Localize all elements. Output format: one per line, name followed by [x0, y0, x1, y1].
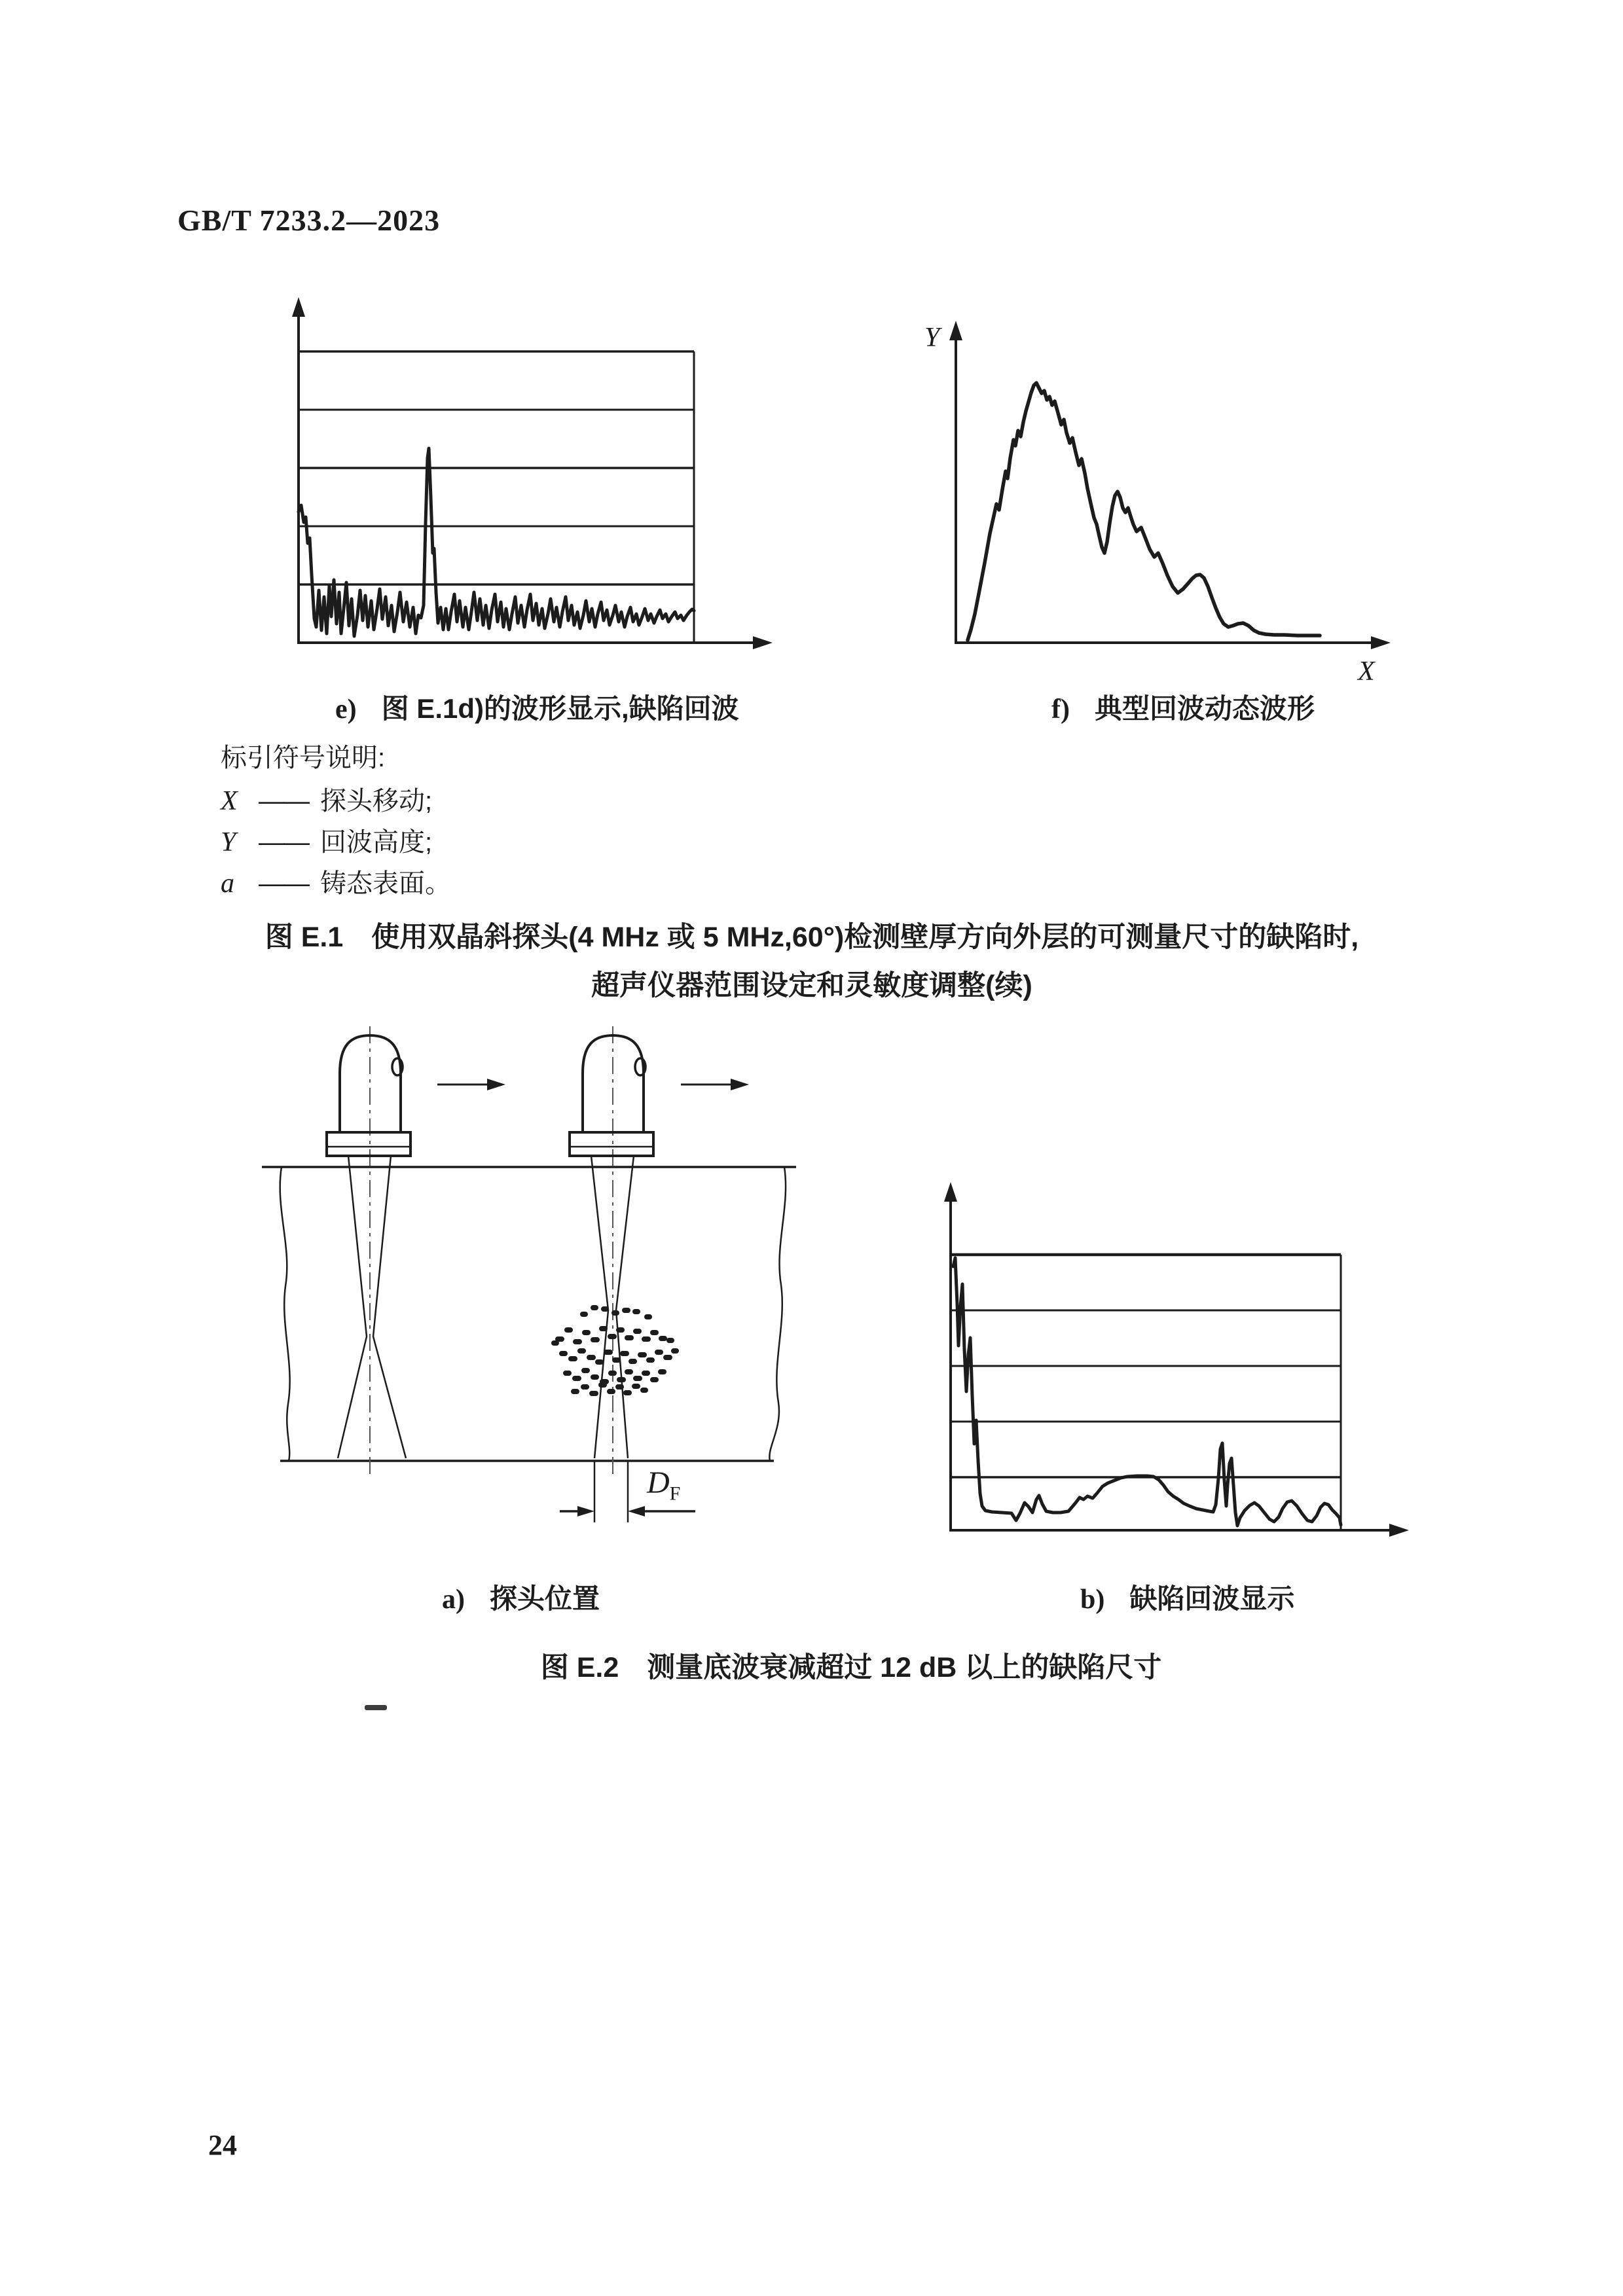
defect-echo-display-diagram — [910, 1172, 1434, 1551]
panel-e-caption — [335, 687, 739, 726]
ascan-defect-echo-diagram — [249, 281, 786, 687]
legend-title: 标引符号说明: — [221, 744, 386, 772]
legend-desc: 回波高度; — [320, 828, 433, 857]
panel-b-caption — [1080, 1577, 1294, 1617]
panel-b-prefix: b) — [1080, 1585, 1105, 1615]
df-subscript: F — [669, 1482, 681, 1505]
ascan-b-waveform-trace — [953, 1258, 1341, 1526]
figure-e2-caption: 图 E.2 测量底波衰减超过 12 dB 以上的缺陷尺寸 — [540, 1652, 1162, 1683]
legend-desc: 探头移动; — [320, 787, 433, 816]
legend-dash: —— — [259, 869, 308, 898]
dynamic-echo-diagram — [910, 281, 1427, 707]
block-left-break-edge — [280, 1167, 290, 1461]
df-dimension-label — [647, 1465, 680, 1505]
ascan-e-waveform-trace — [299, 448, 694, 636]
panel-e-prefix: e) — [335, 694, 357, 725]
probe-right-beam-edge — [616, 1156, 634, 1458]
legend-item-a — [221, 863, 451, 900]
legend-symbol: X — [221, 786, 238, 816]
standard-number-header: GB/T 7233.2—2023 — [177, 204, 441, 237]
x-axis-arrow — [1389, 1524, 1409, 1537]
probe-left-flange — [327, 1132, 410, 1156]
x-axis-arrow — [1371, 636, 1391, 649]
ascan-b-axes — [944, 1182, 1409, 1537]
legend-symbol: Y — [221, 827, 236, 857]
figure-e1-caption-line1: 图 E.1 使用双晶斜探头(4 MHz 或 5 MHz,60°)检测壁厚方向外层的可测量尺寸的缺陷时, — [264, 922, 1359, 953]
probe-left-beam-edge — [373, 1156, 406, 1458]
legend-symbol: a — [221, 869, 234, 899]
legend-item-x — [221, 780, 432, 817]
y-axis-arrow — [944, 1182, 957, 1202]
ascan-b-grid — [951, 1255, 1341, 1530]
legend-dash: —— — [259, 828, 308, 857]
y-axis-arrow — [292, 297, 305, 317]
probe-left-beam-edge — [338, 1156, 367, 1458]
probe-position-diagram — [249, 1011, 812, 1535]
legend-desc: 铸态表面。 — [320, 869, 451, 898]
df-base: D — [647, 1465, 670, 1500]
stray-scan-mark — [365, 1705, 387, 1710]
defect-scatter-dots — [554, 1308, 676, 1393]
dynamic-echo-curve — [968, 383, 1320, 640]
probe-left — [327, 1026, 505, 1476]
probe-right — [570, 1026, 749, 1476]
df-arrowhead-right — [628, 1506, 645, 1516]
x-axis-arrow — [753, 636, 773, 649]
panel-a-prefix: a) — [442, 1585, 465, 1615]
probe-right-motion-arrowhead — [731, 1079, 749, 1090]
x-axis-label: X — [1358, 656, 1375, 687]
panel-f-prefix: f) — [1051, 694, 1070, 725]
page-number: 24 — [208, 2129, 237, 2161]
figure-e1-caption-line2: 超声仪器范围设定和灵敏度调整(续) — [591, 970, 1032, 1001]
panel-a-title: 探头位置 — [490, 1583, 600, 1614]
panel-b-title: 缺陷回波显示 — [1129, 1583, 1295, 1614]
legend-item-y — [221, 821, 432, 859]
panel-e-title: 图 E.1d)的波形显示,缺陷回波 — [381, 693, 739, 724]
probe-right-flange — [570, 1132, 653, 1156]
probe-left-motion-arrowhead — [487, 1079, 505, 1090]
y-axis-arrow — [949, 321, 962, 340]
panel-a-caption — [442, 1577, 600, 1617]
y-axis-label: Y — [924, 323, 940, 353]
panel-f-caption — [1051, 687, 1315, 726]
df-arrowhead-left — [577, 1506, 594, 1516]
casting-block — [262, 1167, 796, 1461]
dynamic-echo-axes — [949, 321, 1391, 649]
panel-f-title: 典型回波动态波形 — [1094, 693, 1315, 724]
legend-dash: —— — [259, 787, 308, 816]
block-right-break-edge — [769, 1167, 786, 1461]
